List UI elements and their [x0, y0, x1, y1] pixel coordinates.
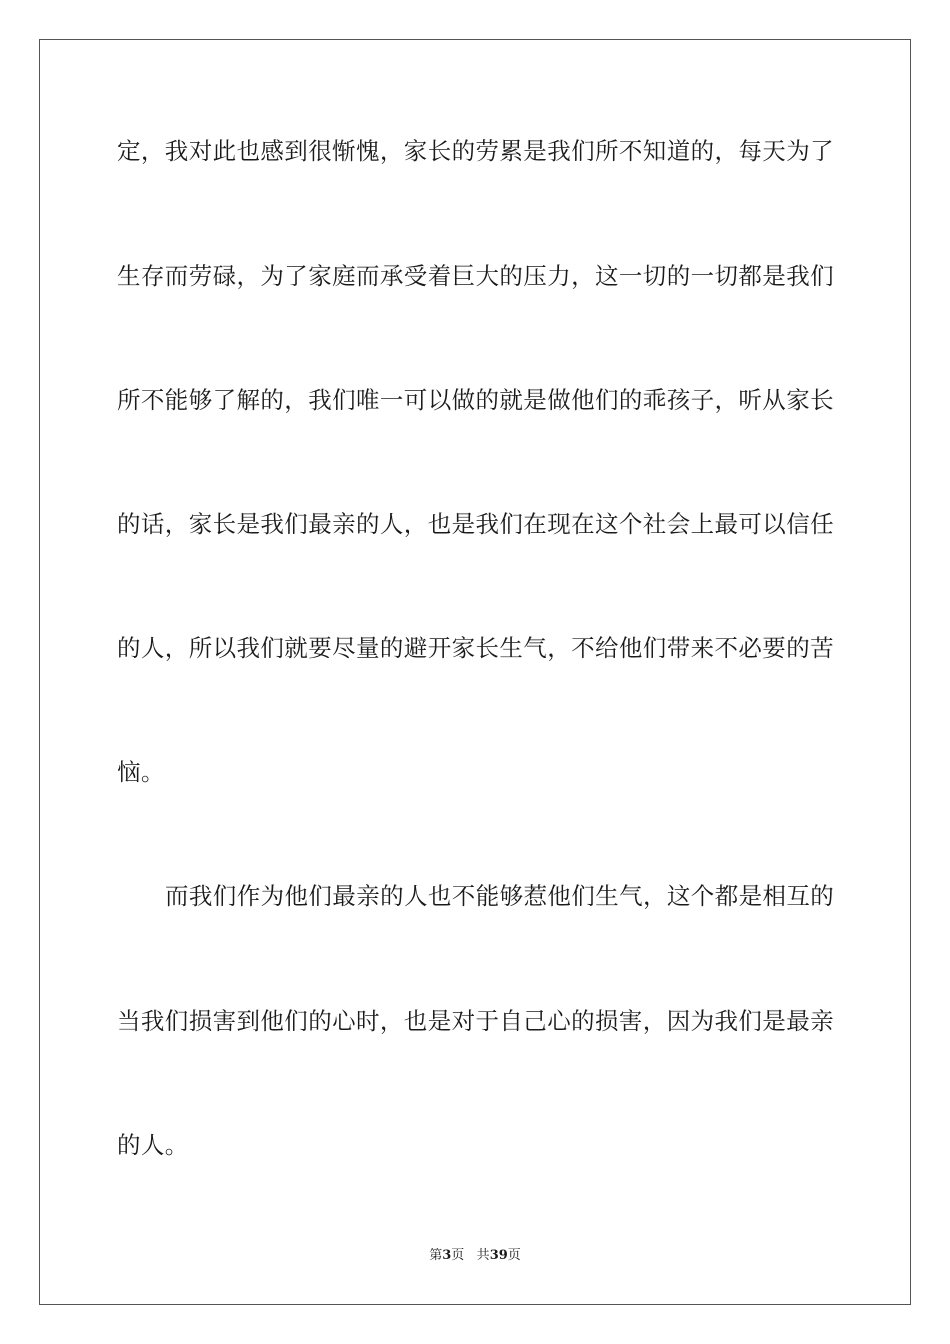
footer-total-prefix: 共 [476, 1248, 490, 1263]
page-frame [39, 39, 911, 1305]
footer-page-suffix: 页 [451, 1248, 465, 1263]
paragraph-line: 的人。 [117, 1131, 189, 1159]
paragraph-line: 所不能够了解的，我们唯一可以做的就是做他们的乖孩子，听从家长 [117, 386, 834, 414]
paragraph-line: 定，我对此也感到很惭愧，家长的劳累是我们所不知道的，每天为了 [117, 137, 834, 165]
page-number-footer [0, 1248, 950, 1264]
paragraph-line: 的人，所以我们就要尽量的避开家长生气，不给他们带来不必要的苦 [117, 634, 834, 662]
current-page-number: 3 [442, 1248, 452, 1263]
total-page-count: 39 [489, 1248, 508, 1263]
paragraph-line: 的话，家长是我们最亲的人，也是我们在现在这个社会上最可以信任 [117, 510, 834, 538]
footer-total-suffix: 页 [507, 1248, 521, 1263]
footer-prefix: 第 [429, 1248, 443, 1263]
paragraph-line: 当我们损害到他们的心时，也是对于自己心的损害，因为我们是最亲 [117, 1007, 834, 1035]
paragraph-line: 恼。 [117, 758, 165, 786]
paragraph-line: 生存而劳碌，为了家庭而承受着巨大的压力，这一切的一切都是我们 [117, 262, 834, 290]
paragraph-line: 而我们作为他们最亲的人也不能够惹他们生气，这个都是相互的 [165, 882, 835, 910]
